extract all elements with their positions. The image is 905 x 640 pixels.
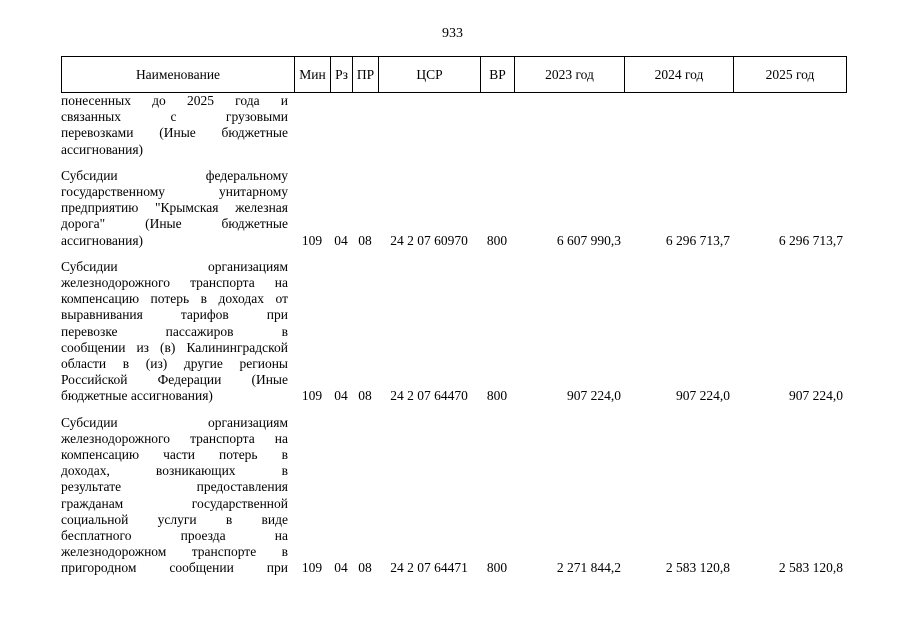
row-name-line: социальной услуги в виде xyxy=(61,511,288,527)
row-name-line: ассигнования) xyxy=(61,141,144,157)
column-header-rz: Рз xyxy=(331,57,353,93)
column-header-2023: 2023 год xyxy=(515,57,625,93)
row-name xyxy=(61,168,294,249)
row-name-line: выравнивания тарифов при xyxy=(61,307,288,323)
table-row xyxy=(61,93,846,158)
row-name xyxy=(61,259,294,405)
column-header-csr: ЦСР xyxy=(379,57,481,93)
cell-y2024: 2 583 120,8 xyxy=(665,560,730,576)
row-name-line: понесенных до 2025 года и xyxy=(61,93,288,108)
cell-pr: 08 xyxy=(358,388,372,404)
row-name-line: области в (из) другие регионы xyxy=(61,356,288,372)
row-name-line: компенсацию части потерь в xyxy=(61,447,288,463)
table-header xyxy=(61,56,847,93)
row-name-line: доходах, возникающих в xyxy=(61,463,288,479)
cell-vr xyxy=(480,93,514,158)
row-name-line: бесплатного проезда на xyxy=(61,528,288,544)
cell-csr xyxy=(378,93,480,158)
row-name-line: гражданам государственной xyxy=(61,495,288,511)
cell-y2024: 907 224,0 xyxy=(676,388,730,404)
cell-pr xyxy=(352,93,378,158)
row-name-line: железнодорожного транспорта на xyxy=(61,430,288,446)
page-number: 933 xyxy=(442,26,463,41)
cell-y2024 xyxy=(624,93,733,158)
cell-y2024: 6 296 713,7 xyxy=(665,232,730,248)
row-name-line: дорога" (Иные бюджетные xyxy=(61,216,288,232)
cell-y2025: 2 583 120,8 xyxy=(778,560,843,576)
column-header-name: Наименование xyxy=(62,57,295,93)
cell-y2025: 907 224,0 xyxy=(789,388,843,404)
cell-rz: 04 xyxy=(334,388,348,404)
cell-vr: 800 xyxy=(486,388,508,404)
row-spacer xyxy=(61,405,846,415)
column-header-vr: ВР xyxy=(481,57,515,93)
row-name-line: Российской Федерации (Иные xyxy=(61,372,288,388)
row-name-line: пригородном сообщении при xyxy=(61,560,288,576)
column-header-2025: 2025 год xyxy=(734,57,847,93)
row-name-line: предприятию "Крымская железная xyxy=(61,200,288,216)
row-spacer xyxy=(61,249,846,259)
cell-pr: 08 xyxy=(358,560,372,576)
table-row xyxy=(61,415,846,577)
row-name-line: государственному унитарному xyxy=(61,184,288,200)
cell-y2025: 6 296 713,7 xyxy=(778,232,843,248)
row-name-line: результате предоставления xyxy=(61,479,288,495)
column-header-min: Мин xyxy=(295,57,331,93)
cell-y2023 xyxy=(514,93,624,158)
cell-min: 109 xyxy=(301,388,323,404)
table-row xyxy=(61,168,846,249)
row-name-line: сообщении из (в) Калининградской xyxy=(61,339,288,355)
column-header-pr: ПР xyxy=(353,57,379,93)
row-name-line: Субсидии организациям xyxy=(61,414,288,430)
cell-min xyxy=(294,93,330,158)
cell-csr: 24 2 07 60970 xyxy=(390,232,468,248)
cell-vr: 800 xyxy=(486,560,508,576)
row-name-line: бюджетные ассигнования) xyxy=(61,388,213,404)
row-name-line: ассигнования) xyxy=(61,232,144,248)
cell-vr: 800 xyxy=(486,232,508,248)
row-name-line: перевозке пассажиров в xyxy=(61,323,288,339)
cell-rz: 04 xyxy=(334,232,348,248)
row-spacer xyxy=(61,158,846,168)
cell-csr: 24 2 07 64471 xyxy=(390,560,468,576)
row-name-line: компенсацию потерь в доходах от xyxy=(61,291,288,307)
table-row xyxy=(61,259,846,405)
cell-csr: 24 2 07 64470 xyxy=(390,388,468,404)
cell-min: 109 xyxy=(301,560,323,576)
cell-y2025 xyxy=(733,93,846,158)
cell-y2023: 907 224,0 xyxy=(567,388,621,404)
row-name-line: перевозками (Иные бюджетные xyxy=(61,125,288,141)
budget-table-body xyxy=(61,93,846,577)
row-name xyxy=(61,93,294,158)
row-name-line: Субсидии федеральному xyxy=(61,167,288,183)
row-name-line: Субсидии организациям xyxy=(61,258,288,274)
row-name xyxy=(61,415,294,577)
cell-rz xyxy=(330,93,352,158)
cell-rz: 04 xyxy=(334,560,348,576)
cell-min: 109 xyxy=(301,232,323,248)
cell-y2023: 2 271 844,2 xyxy=(556,560,621,576)
column-header-2024: 2024 год xyxy=(625,57,734,93)
row-name-line: железнодорожного транспорта на xyxy=(61,275,288,291)
cell-y2023: 6 607 990,3 xyxy=(556,232,621,248)
row-name-line: железнодорожном транспорте в xyxy=(61,544,288,560)
row-name-line: связанных с грузовыми xyxy=(61,109,288,125)
cell-pr: 08 xyxy=(358,232,372,248)
